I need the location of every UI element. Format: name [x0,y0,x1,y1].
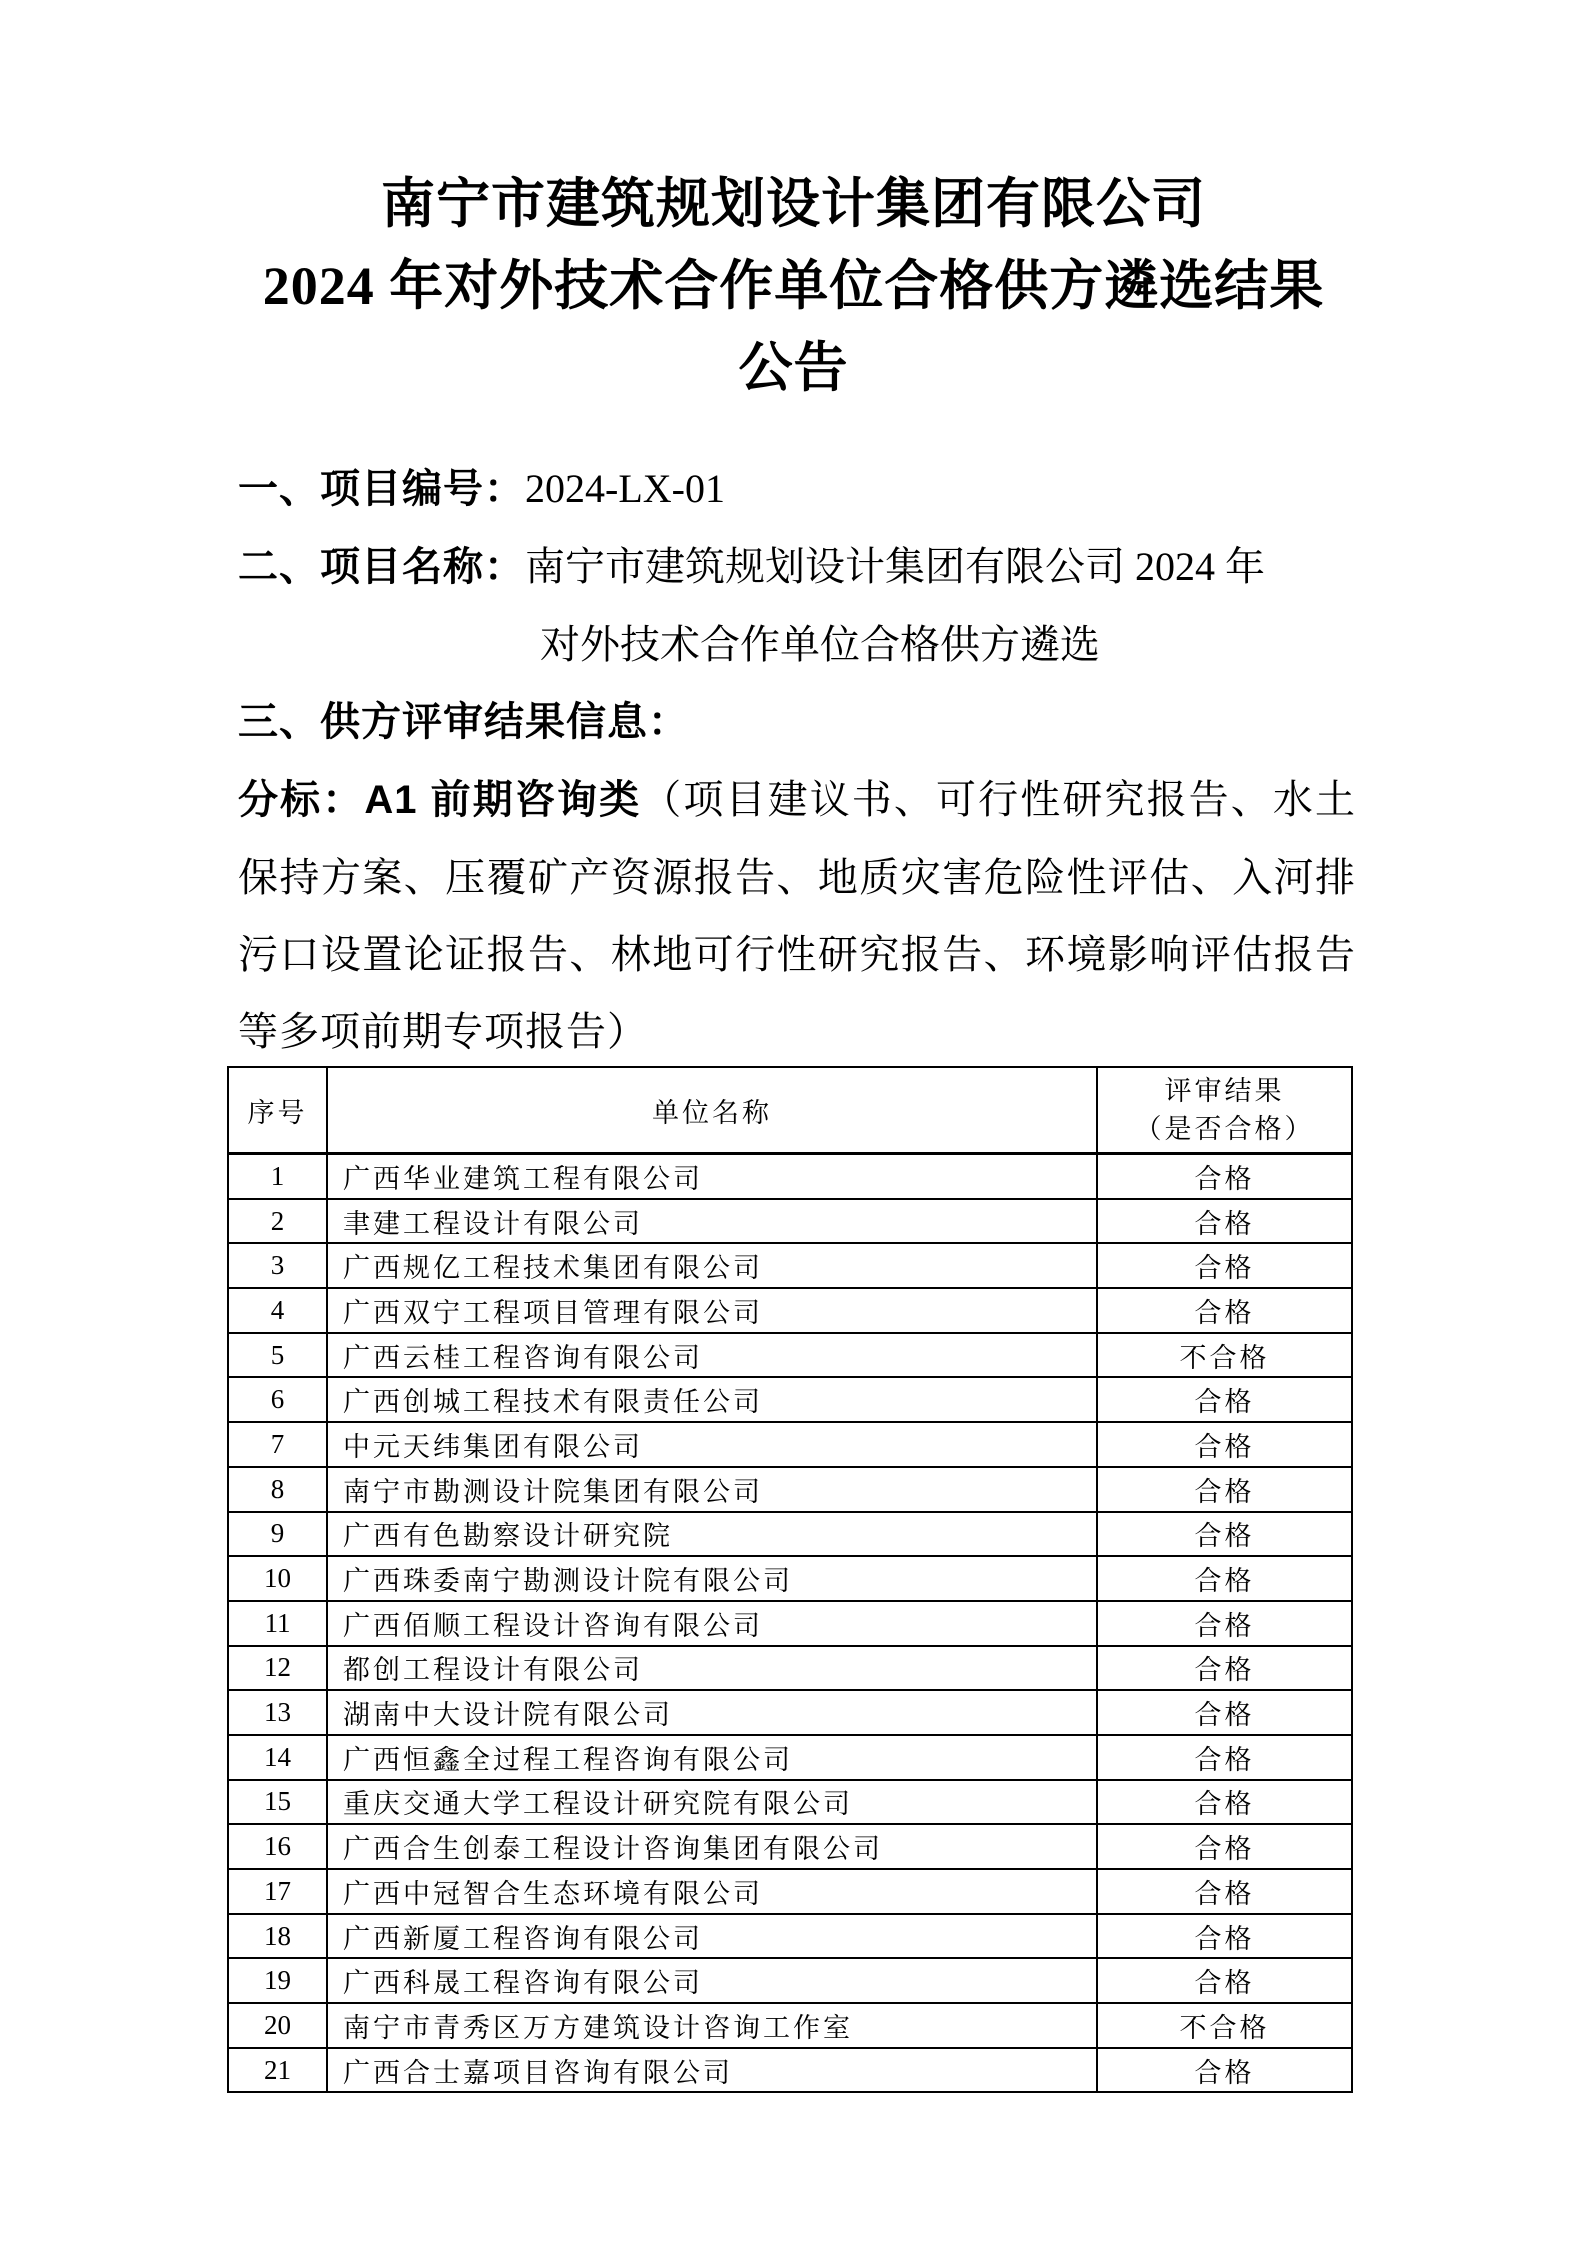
supplier-review-results-table [227,1066,1353,2093]
document-body [238,450,1356,1070]
cell-result: 合格 [1097,1288,1352,1333]
cell-name: 广西双宁工程项目管理有限公司 [327,1288,1097,1333]
cell-name: 广西合士嘉项目咨询有限公司 [327,2048,1097,2093]
cell-name: 南宁市勘测设计院集团有限公司 [327,1467,1097,1512]
table-row [228,1780,1352,1825]
document-title [120,163,1467,409]
table-row [228,1199,1352,1244]
cell-seq: 1 [228,1154,327,1199]
table-row [228,1333,1352,1378]
cell-seq: 8 [228,1467,327,1512]
cell-seq: 19 [228,1958,327,2003]
table-row [228,1512,1352,1557]
project-number-value: 2024-LX-01 [525,466,725,511]
header-cell-seq: 序号 [228,1067,327,1154]
cell-name: 广西规亿工程技术集团有限公司 [327,1243,1097,1288]
cell-result: 合格 [1097,1601,1352,1646]
cell-name: 广西中冠智合生态环境有限公司 [327,1869,1097,1914]
header-cell-name: 单位名称 [327,1067,1097,1154]
table-row [228,1958,1352,2003]
cell-seq: 20 [228,2003,327,2048]
table-header [228,1067,1352,1154]
cell-result: 合格 [1097,1958,1352,2003]
cell-seq: 4 [228,1288,327,1333]
lot-description-paragraph [238,761,1356,1070]
cell-name: 都创工程设计有限公司 [327,1646,1097,1691]
project-number-label: 一、项目编号： [238,467,525,511]
cell-result: 合格 [1097,1869,1352,1914]
cell-seq: 18 [228,1914,327,1959]
cell-seq: 7 [228,1422,327,1467]
table-row [228,1556,1352,1601]
header-cell-result [1097,1067,1352,1154]
cell-seq: 13 [228,1690,327,1735]
cell-name: 中元天纬集团有限公司 [327,1422,1097,1467]
cell-seq: 17 [228,1869,327,1914]
cell-result: 合格 [1097,1199,1352,1244]
lot-description-text: （项目建议书、可行性研究报告、水土保持方案、压覆矿产资源报告、地质灾害危险性评估、入河排污口设置论证报告、林地可行性研究报告、环境影响评估报告等多项前期专项报告） [238,777,1357,1054]
title-line-3: 公告 [738,338,849,398]
cell-name: 广西科晟工程咨询有限公司 [327,1958,1097,2003]
table-row [228,2048,1352,2093]
review-info-heading [238,683,1356,761]
cell-seq: 2 [228,1199,327,1244]
cell-name: 广西华业建筑工程有限公司 [327,1154,1097,1199]
cell-result: 合格 [1097,1824,1352,1869]
cell-seq: 16 [228,1824,327,1869]
table-row [228,1422,1352,1467]
project-name-line-1 [238,528,1356,606]
table-row [228,1288,1352,1333]
lot-lead-label: 分标：A1 前期咨询类 [238,778,642,822]
cell-name: 广西恒鑫全过程工程咨询有限公司 [327,1735,1097,1780]
project-name-label: 二、项目名称： [238,545,525,589]
project-name-value-line-1: 南宁市建筑规划设计集团有限公司 2024 年 [525,544,1265,589]
cell-result: 合格 [1097,2048,1352,2093]
table-row [228,1735,1352,1780]
review-info-label: 三、供方评审结果信息： [238,700,689,744]
project-number-line [238,450,1356,528]
project-name-line-2 [238,606,1356,683]
cell-seq: 3 [228,1243,327,1288]
title-line-1: 南宁市建筑规划设计集团有限公司 [381,174,1206,234]
cell-name: 广西创城工程技术有限责任公司 [327,1377,1097,1422]
cell-result: 合格 [1097,1646,1352,1691]
cell-result: 合格 [1097,1154,1352,1199]
table-row [228,1646,1352,1691]
table-row [228,1467,1352,1512]
cell-seq: 9 [228,1512,327,1557]
cell-name: 南宁市青秀区万方建筑设计咨询工作室 [327,2003,1097,2048]
table-row [228,1377,1352,1422]
table-header-row [228,1067,1352,1154]
cell-result: 合格 [1097,1735,1352,1780]
table-row [228,2003,1352,2048]
cell-result: 合格 [1097,1556,1352,1601]
cell-result: 合格 [1097,1422,1352,1467]
cell-seq: 6 [228,1377,327,1422]
cell-result: 合格 [1097,1467,1352,1512]
cell-name: 广西有色勘察设计研究院 [327,1512,1097,1557]
cell-seq: 15 [228,1780,327,1825]
cell-result: 合格 [1097,1512,1352,1557]
cell-name: 广西合生创泰工程设计咨询集团有限公司 [327,1824,1097,1869]
cell-result: 合格 [1097,1243,1352,1288]
cell-seq: 5 [228,1333,327,1378]
cell-result: 合格 [1097,1377,1352,1422]
cell-name: 湖南中大设计院有限公司 [327,1690,1097,1735]
title-line-2: 2024 年对外技术合作单位合格供方遴选结果 [262,256,1325,316]
table-row [228,1869,1352,1914]
cell-seq: 12 [228,1646,327,1691]
table-row [228,1154,1352,1199]
cell-seq: 21 [228,2048,327,2093]
table-row [228,1601,1352,1646]
cell-name: 广西新厦工程咨询有限公司 [327,1914,1097,1959]
table-row [228,1824,1352,1869]
results-table-body [228,1154,1352,2093]
cell-seq: 14 [228,1735,327,1780]
table-row [228,1243,1352,1288]
cell-name: 聿建工程设计有限公司 [327,1199,1097,1244]
cell-name: 广西珠委南宁勘测设计院有限公司 [327,1556,1097,1601]
cell-seq: 11 [228,1601,327,1646]
cell-result: 不合格 [1097,1333,1352,1378]
project-name-value-line-2: 对外技术合作单位合格供方遴选 [540,622,1100,667]
cell-name: 广西佰顺工程设计咨询有限公司 [327,1601,1097,1646]
table-row [228,1914,1352,1959]
header-result-line-1: 评审结果 [1164,1076,1285,1106]
cell-result: 合格 [1097,1780,1352,1825]
cell-name: 重庆交通大学工程设计研究院有限公司 [327,1780,1097,1825]
table-row [228,1690,1352,1735]
header-result-line-2: （是否合格） [1134,1114,1315,1144]
cell-name: 广西云桂工程咨询有限公司 [327,1333,1097,1378]
cell-seq: 10 [228,1556,327,1601]
cell-result: 合格 [1097,1690,1352,1735]
cell-result: 合格 [1097,1914,1352,1959]
cell-result: 不合格 [1097,2003,1352,2048]
